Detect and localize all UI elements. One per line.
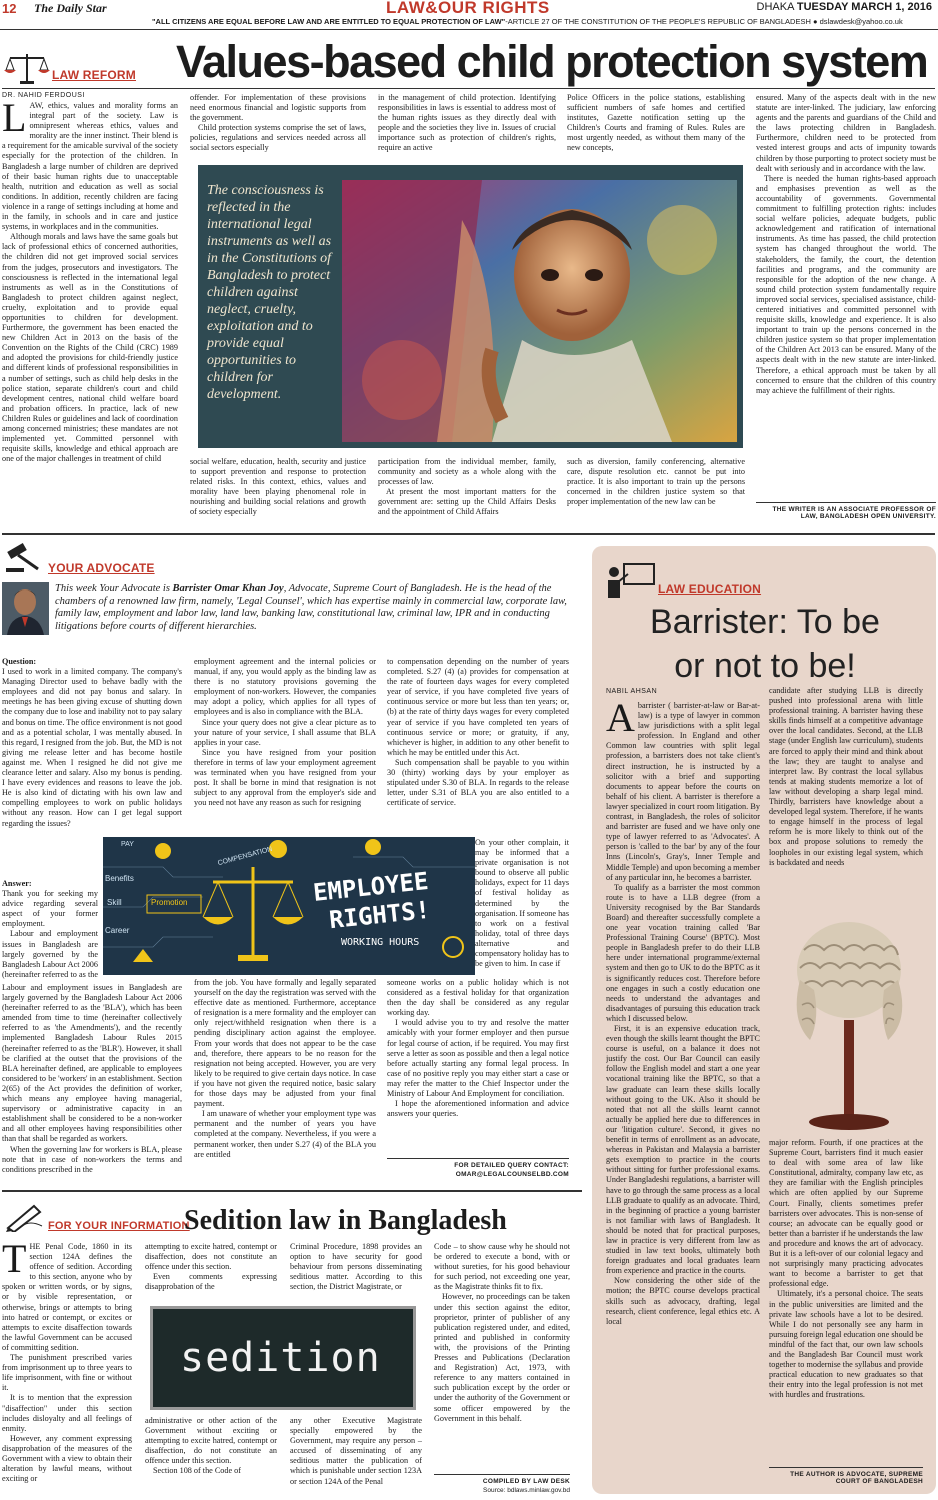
page-number: 12	[2, 1, 17, 16]
sedition-col-2-bottom	[145, 1416, 277, 1494]
paragraph: However, any comment expressing disapprobation of the measures of the Government with a view to obtain their alteration by lawful means, without exciting or	[2, 1433, 132, 1484]
pay-text: PAY	[121, 841, 134, 848]
sedition-col-1	[2, 1242, 132, 1494]
paragraph: I am unaware of whether your employment type was permanent and the number of years you have completed at the company. Nevertheless, if you were a permanent worker, then under S.27 (4) of the BLA you are entitled	[194, 1109, 376, 1159]
paragraph: from the job. You have formally and legally separated yourself on the day the registration was served with the effective date as mentioned. Furthermore, acceptance of resignation is a mere formality and the employer can only reject/withheld resignation when there is a pending disciplinary action against the employee. From your words that does not appear to be the case and, therefore, there appears to be no reason for the resignation not being accepted. However, you are very likely to be required to give certain days notice. In case if you have not given the required notice, basic salary for those days may be adjusted from your final payment.	[194, 978, 376, 1109]
your-advocate-tag: YOUR ADVOCATE	[48, 561, 155, 575]
paragraph: Now considering the other side of the motion; the BPTC course develops practical skills such as advocacy, drafting, legal research, client conference, legal ethics etc. A local	[606, 1276, 760, 1326]
paragraph: Such compensation shall be payable to you within 30 (thirty) working days by your employer as stipulated under S.30 of BLA. In regards to the release letter, under S.31 of BLA you are also entitled to a certificate of service.	[387, 757, 569, 808]
employee-rights-image	[103, 837, 475, 975]
working-hours-text: WORKING HOURS	[341, 937, 420, 948]
scales-icon	[2, 48, 52, 86]
answer-text: Thank you for seeking my advice regarding several aspect of your former employment.	[2, 889, 98, 929]
paragraph: to compensation depending on the number of years completed. S.27 (4) (a) provides for compensation at the rate of fourteen days wages for every completed year of service, if you have completed five years of continuous service or more but less than ten years; or, (b) at the rate of thirty days wages for every completed year of service if you have completed ten years of continuous service or more; or gratuity, if any, whichever is higher, in addition to any other benefit to which he may be entitled under this Act.	[387, 657, 569, 757]
desk-email[interactable]: dslawdesk@yahoo.co.uk	[819, 17, 903, 26]
advocate-col-2-top	[194, 657, 376, 835]
paragraph: Child protection systems comprise the set of laws, policies, regulations and services needed across all social sectors especially	[190, 123, 366, 153]
barrister-wig-image	[770, 910, 926, 1135]
child-painting-image	[342, 180, 737, 442]
paragraph: employment agreement and the internal policies or manual, if any, you would apply as the binding law as there is no statutory provisions governing the employment of non-workers. However, the companies may adopt a policy, which applies for all types of employees and is also in compliance with the BLA.	[194, 657, 376, 717]
paragraph: someone works on a public holiday which is not considered as a festival holiday for that organization then the day shall be considered as any regular working day.	[387, 978, 569, 1018]
paragraph: To qualify as a barrister the most common route is to have a LLB degree (from a University recognised by the Bar Standards Board) and thereafter successfully complete a one year vocation training called 'Bar Professional Training Course' (BPTC). Most people in Bangladesh prefer to do their LLB here under international programme/external system and then go to UK to do the BPTC as it is significantly reduces cost. Therefore before one engages in such a costly education one needs to understand the advantages and disadvantages of pursuing this education track which I discussed below.	[606, 882, 760, 1023]
paragraph: I would advise you to try and resolve the matter amicably with your former employer and then pursue for legal course of action, if be required. You may first serve a letter as soon as possible and then a legal notice before actually starting any formal legal process. In case of no positive reply you may either start a case or may refer the matter to the Chief Inspector under the Ministry of Labour And Employment for conciliation.	[387, 1018, 569, 1099]
benefits-text: Benefits	[105, 874, 134, 883]
law-education-col-2-bottom	[769, 1138, 923, 1460]
sedition-image-word: sedition	[180, 1335, 381, 1381]
paragraph: ensured. Many of the aspects dealt with in the new statute are inter-linked. The judiciary, law enforcing agents and the parents and guardians of the Child and the laws protecting children in Bangladesh. Furthermore, children need to be protected from vested interest groups and acts of impunity towards children by those purporting to protect society must be dealt with seriously and in accordance with the law.	[756, 93, 936, 173]
paragraph: Since you have resigned from your position therefore in terms of law your employment agreement was terminated when you have resigned from your post. It shall be borne in mind that resignation is not subject to any approval from the employer's side and you need not have any reason as such for resigning	[194, 747, 376, 808]
employee-text: EMPLOYEE	[311, 867, 430, 907]
writer-note: THE WRITER IS AN ASSOCIATE PROFESSOR OF LAW, BANGLADESH OPEN UNIVERSITY.	[772, 506, 936, 520]
law-education-headline	[600, 600, 930, 688]
law-reform-col-3-bottom	[378, 457, 556, 527]
headline-line-2: or not to be!	[674, 647, 856, 685]
paragraph: participation from the individual member, family, community and society as a whole along with the processes of law.	[378, 457, 556, 487]
section-title: LAW&OUR RIGHTS	[386, 0, 550, 17]
pen-icon	[4, 1202, 46, 1232]
dropcap: L	[2, 101, 27, 140]
paper-name: The Daily Star	[34, 1, 107, 15]
paragraph: AW, ethics, values and morality forms an integral part of the society. Law is omnipresent whereas ethics, values and morality are the inner instinct. Their blend is a requirement for the amicable survival of the society especially for the protection of the children. In Bangladesh a large number of children are deprived of their basic human rights due to unacceptable health, nutrition and education as well as social conditions. In addition, recently children are facing violence in a range of settings including at home and in the family, in schools and in care and justice systems, in workplaces and in the communities.	[2, 101, 178, 232]
date-text: TUESDAY MARCH 1, 2016	[796, 1, 932, 13]
advocate-col-3-top	[387, 657, 569, 835]
advocate-col-2-bottom	[194, 978, 376, 1183]
advocate-col-3-narrow	[475, 838, 569, 978]
paragraph: Since your query does not give a clear picture as to your nature of your service, I shall assume that BLA applies in your case.	[194, 717, 376, 747]
query-email[interactable]: OMAR@LEGALCOUNSELBD.COM	[455, 1171, 569, 1178]
quote-text: "ALL CITIZENS ARE EQUAL BEFORE LAW AND ARE ENTITLED TO EQUAL PROTECTION OF LAW"	[152, 17, 506, 26]
paragraph: Although morals and laws have the same goals but lack of professional ethics of concerned authorities, the children did not get improved social services from the judges, prosecutors and investigators. The consciousness is reflected in the international legal instruments as well as in the Constitutions of Bangladesh to protect children against neglect, cruelty, exploitation and to provide equal opportunities to children for development. Furthermore, the government has been enacted the new Children Act in 2013 on the basis of the Convention on the Rights of the Child (CRC) 1989 and adopted the provisions for child-friendly justice and different kinds of professional responsibilities in a number of settings, such as child help desks in the police station, separate children's court and child development centres, national child welfare board and probation officers. In practice, lack of new Children Rules or guidelines and lack of coordination among concerned ministries; these mandates are not implemented yet. Committed personnel with requisite skills, knowledge and ethical approach are one of the major challenges in treatment of child	[2, 232, 178, 464]
law-reform-col-5	[756, 93, 936, 495]
skill-text: Skill	[107, 898, 122, 907]
question-text: I used to work in a limited company. The company's Managing Director used to behave badly with the employees and did not pay bonus and salary. In meetings he has been giving excuse of shutting down the company due to lose and inability not to pay salary and bonus on time. The office environment is not good and as a potential scholar, I was mentally abused. In this regard, I resigned from the job. But, the MD is not giving me release letter and has become hostile against me. When I resigned he did not give me clearance letter and salary. Also my bonus is pending. I have every evidences and reasons to leave the job. He is also kind of dictating with his own law and compelling employees to work on public holidays without any reason. How can I get legal support regarding the issues?	[2, 667, 182, 828]
author-note: THE AUTHOR IS ADVOCATE, SUPREME COURT OF BANGLADESH	[790, 1471, 923, 1485]
paragraph: administrative or other action of the Government without exciting or attempting to excite hatred, contempt or disaffection, do not constitute an offence under this section.	[145, 1416, 277, 1466]
paragraph: Ultimately, it's a personal choice. The seats in the public universities are limited and the private law schools have a lot to be desired. While I do not personally see any harm in pursuing foreign legal education one should be mindful of the fact that, our own law schools and the Bangladesh Bar Council must work together to modernise the syllabus and provide practical education to new graduates so that their entry into the legal profession is not met with hurdles and frustrations.	[769, 1289, 923, 1400]
paragraph: social welfare, education, health, security and justice to support prevention and response to protection related risks. In this context, ethics, values and morality have been playing phenomenal role in nourishing and building social relations and growth of society especially	[190, 457, 366, 517]
sedition-col-2-top	[145, 1242, 277, 1302]
paragraph: in the management of child protection. Identifying responsibilities in laws is essential to address most of the human rights issues as they directly deal with people and the societies they live in. Issues of crucial importance such as protection of children's rights, require an active	[378, 93, 556, 153]
law-reform-byline: DR. NAHID FERDOUSI	[2, 92, 85, 99]
date-place: DHAKA	[756, 1, 794, 13]
paragraph: However, no proceedings can be taken under this section against the editor, proprietor, printer of publisher of any publication registered under, and edited, printed and published in conformity with, the provisions of the Printing Presses and Publications (Declaration and Registration) Act, 1973, with reference to any matters contained in such publication except by the order or under the authority of the Government or some officer empowered by the Government in this behalf.	[434, 1292, 570, 1423]
law-education-col-1	[606, 701, 760, 1487]
law-reform-col-4-bottom	[567, 457, 745, 527]
career-text: Career	[105, 926, 130, 935]
law-reform-col-1	[2, 101, 178, 526]
paragraph: Police Officers in the police stations, establishing sufficient numbers of safe homes and certified institutes, Gazette notification setting up the Children's Courts and framing of Rules. Rules are most urgently needed, as without them many of the new concepts,	[567, 93, 745, 153]
intro-rest: , Advocate, Supreme Court of Bangladesh. He is the head of the chambers of a renowned law firm, namely, 'Legal Counsel', which has expertise mainly in commercial law, corporate law, family law, employment and labor law, land law, banking law, constitutional law, criminal law, IPR and in conducting litigations before courts of different hierarchies.	[55, 583, 567, 632]
promotion-text: Promotion	[151, 898, 188, 907]
law-education-tag: LAW EDUCATION	[658, 582, 762, 596]
answer-text: When the governing law for workers is BLA, please note that in case of non-workers the terms and conditions prescribed in the	[2, 1144, 182, 1174]
law-reform-headline: Values-based child protection system	[176, 36, 928, 87]
gavel-icon	[4, 543, 44, 573]
law-education-col-2-top	[769, 686, 923, 904]
paragraph: At present the most important matters for the government are: setting up the Child Affairs Desks and the appointment of Child Affairs	[378, 487, 556, 517]
advocate-name: Barrister Omar Khan Joy	[172, 583, 284, 594]
answer-text: Labour and employment issues in Bangladesh are largely governed by the Bangladesh Labour Act 2006 (hereinafter referred to as the	[2, 929, 98, 979]
paragraph: such as diversion, family conferencing, alternative care, dispute resolution etc. cannot be put into practice. It is also important to train up the persons concerned in the children justice system so that proper implementation of the new law can be	[567, 457, 745, 507]
paragraph: barrister ( barrister-at-law or Bar-at-law) is a type of lawyer in common law jurisdictions with a split legal profession. In England and other Common law countries with split legal profession, a barristers does not take client's direct instruction, he is instructed by a solicitor with a brief and supporting documents to appear before the courts on behalf of his client. A barrister is therefore a lawyer specialized in court room litigation. By contrast, in Bangladesh, the roles of solicitor and barrister are fused and we have only one type of lawyer referred to as 'Advocates'. A person is 'called to the bar' by any of the four Inns (Lincoln's, Gray's, Inner Temple and Middle Temple) and upon becoming a member of any particular inn, he becomes a barrister.	[606, 701, 760, 882]
headline-line-1: Barrister: To be	[650, 603, 880, 641]
advocate-col-1-narrow	[2, 879, 98, 979]
paragraph: candidate after studying LLB is directly pushed into professional arena with little professional training. A barrister having these skills finds himself at a competitive advantage over the local candidates. Second, at the LLB stage (under English law curriculum), students are forced to apply their mind and think about the law; they are taught to analyse and interpret law. By contrast the local syllabus tends at making students memorize a lot of law without developing a sharp legal mind. Thirdly, barristers have knowledge about a developed legal system. Therefore, if he wants to engage himself in the process of legal reform he is more likely to think out of the box and propose solutions to remedy the loopholes in our existing legal system, which is backdated and needs	[769, 686, 923, 867]
paragraph: offender. For implementation of these provisions need enormous financial and logistic supports from the government.	[190, 93, 366, 123]
law-reform-col-3-top	[378, 93, 556, 161]
law-reform-tag: LAW REFORM	[52, 68, 136, 82]
paragraph: Even comments expressing disapprobation of the	[145, 1272, 277, 1292]
question-label: Question:	[2, 657, 37, 666]
advocate-photo	[2, 582, 49, 635]
paragraph: On your other complain, it may be informed that a private organisation is not bound to observe all public holidays, expect for 11 days of festival holiday as determined by the organisation. If someone has to work on a festival holiday, total of three days alternative and compensatory holiday has to be given to him. In case if	[475, 838, 569, 969]
answer-text: Labour and employment issues in Bangladesh are largely governed by the Bangladesh Labour Act 2006 (hereinafter referred to as the 'BLA'), which has been amended from time to time (hereinafter collectively referred to as 'the Amendments'), and the recently implemented Bangladesh Labour Rules 2015 (hereinafter referred to as the 'BLR'). However, it shall be clarified at the outset that the provisions of the BLA hereinafter defined, are applicable to employees considered to be 'workers' in an establishment. Section 2(65) of the Act provides the definition of worker, which means any employee having managerial, supervisory or administrative capacity in an establishment shall be considered to be a non-worker and all other employees having responsibilities other than that shall be regarded as workers.	[2, 983, 182, 1144]
intro-text: This week Your Advocate is	[55, 583, 173, 594]
paragraph: First, it is an expensive education track, even though the skills learnt thought the BPTC course is useful, on a balance it does not justify the cost. Our Bar Council can easily follow the English model and start a one year vocational training like the BPTC, so that a law graduate can learn these skills locally without going to the UK. Also it should be noted that not all the skills learnt cannot actually be applied here due to differences in our 'litigation culture'. Second, it gives no benefit in terms of enrollment as an advocate, whereas in Pakistan and Malaysia a barrister gets exemption to practice in the courts without sitting for further professional exams. Under Bangladeshi regulations, a barrister will have to go through the same process as a local LLB graduate to qualify as an advocate. Third, in the beginning of practice a young barrister is not familiar with laws of Bangladesh. It should be noted that for practical purposes, law in practice is very different from law as studied in law text books, ultimately both foreign graduates and local graduates learn from experience and practice in the courts.	[606, 1024, 760, 1276]
paragraph: There is needed the human rights-based approach and emphasises prevention as well as the accountability of governments. Governmental commitment to fulfilling protection rights: includes social welfare policies, adequate budgets, public acknowledgement and ratification of international instruments. As time has passed, the child protection system has changed throughout the world. The stakeholders, the family, the court, the detention facilities and programs, and the community are responsible for the adoption of the new change. A sound child protection system fundamentally require improved social services, specialised assistance, child-centered initiatives and committed personnel with requisite skills, knowledge and experience. It is also important to train up the persons concerned in the children justice system so that proper implementation of the Children Act 2013 can be ensured. Many of the aspects dealt with in the new statute are inter-linked. Therefore, a ethical approach must be taken by all concerned to ensure that the children of this country may achieve the fulfillment of their rights.	[756, 173, 936, 395]
sedition-col-4	[434, 1242, 570, 1468]
bullet-icon: ●	[813, 17, 818, 26]
teacher-board-icon	[604, 562, 656, 598]
sedition-headline: Sedition law in Bangladesh	[184, 1205, 507, 1236]
advocate-col-1-bottom	[2, 983, 182, 1181]
compiled-by: COMPILED BY LAW DESK	[482, 1478, 570, 1485]
masthead-quote	[152, 17, 903, 26]
paragraph: Section 108 of the Code of	[153, 1466, 241, 1476]
for-your-information-tag: FOR YOUR INFORMATION	[48, 1220, 190, 1232]
paragraph: I hope the aforementioned information and advice answers your queries.	[387, 1099, 569, 1119]
law-reform-col-2-top	[190, 93, 366, 161]
advocate-col-3-bottom	[387, 978, 569, 1154]
paragraph: HE Penal Code, 1860 in its section 124A defines the offence of sedition. According to this section, anyone who by spoken or written words, or by signs, or by visible representation, or otherwise, brings or attempts to bring into hatred or contempt, or excites or attempts to excite disaffection towards the lawful Government can be accused of committing sedition.	[2, 1242, 132, 1352]
query-contact: FOR DETAILED QUERY CONTACT:	[454, 1162, 569, 1169]
paragraph: attempting to excite hatred, contempt or disaffection, does not constitute an offence under this section.	[145, 1242, 277, 1272]
dropcap: A	[606, 701, 635, 740]
answer-label: Answer:	[2, 879, 32, 888]
quote-source: -ARTICLE 27 OF THE CONSTITUTION OF THE PEOPLE'S REPUBLIC OF BANGLADESH	[505, 17, 811, 26]
paragraph: major reform. Fourth, if one practices at the Supreme Court, barristers find it much easier to deal with some area of law like Constitutional, admiralty, company law etc, as they are familiar with the English principles which are often applied by our Supreme Court. Finally, clients sometimes prefer barristers over advocates. This is non-sense of course; an advocate can be equally good or better than a barrister if he understands the law and procedure and knows the art of advocacy. But it is a left-over of our colonial legacy and not surprisingly many practicing advocates want to become a barrister to get that professional edge.	[769, 1138, 923, 1289]
paragraph: Code – to show cause why he should not be ordered to execute a bond, with or without sureties, for his good behaviour for such period, not exceeding one year, as the Magistrate thinks fit to fix.	[434, 1242, 570, 1292]
compensation-text: COMPENSATION	[217, 845, 274, 868]
sedition-col-3-top	[290, 1242, 422, 1302]
date-line	[757, 1, 932, 13]
paragraph: The punishment prescribed varies from imprisonment up to three years to life imprisonment, with fine or without it.	[2, 1353, 132, 1393]
paragraph: Criminal Procedure, 1898 provides an option to have security for good behaviour from persons disseminating seditious matter. According to this section, the District Magistrate, or	[290, 1242, 422, 1292]
paragraph: any other Executive Magistrate specially empowered by the Government, may require any person – accused of disseminating of any seditious matter the publication of which is punishable under section 123A or section 124A of the Penal	[290, 1416, 422, 1486]
dropcap: T	[2, 1242, 27, 1281]
pull-quote: The consciousness is reflected in the international legal instruments as well as in the Constitutions of Bangladesh to protect children against neglect, cruelty, exploitation and to provide equal opportunities to children for development.	[207, 183, 332, 402]
law-reform-col-2-bottom	[190, 457, 366, 527]
advocate-intro	[55, 583, 575, 633]
law-education-byline: NABIL AHSAN	[606, 688, 658, 695]
source-line: Source: bdlaws.minlaw.gov.bd	[483, 1487, 570, 1494]
law-reform-col-4-top	[567, 93, 745, 161]
paragraph: It is to mention that the expression "disaffection" under this section includes disloyalty and all feelings of enmity.	[2, 1393, 132, 1433]
rights-text: RIGHTS!	[327, 895, 432, 935]
sedition-col-3-bottom	[290, 1416, 422, 1494]
